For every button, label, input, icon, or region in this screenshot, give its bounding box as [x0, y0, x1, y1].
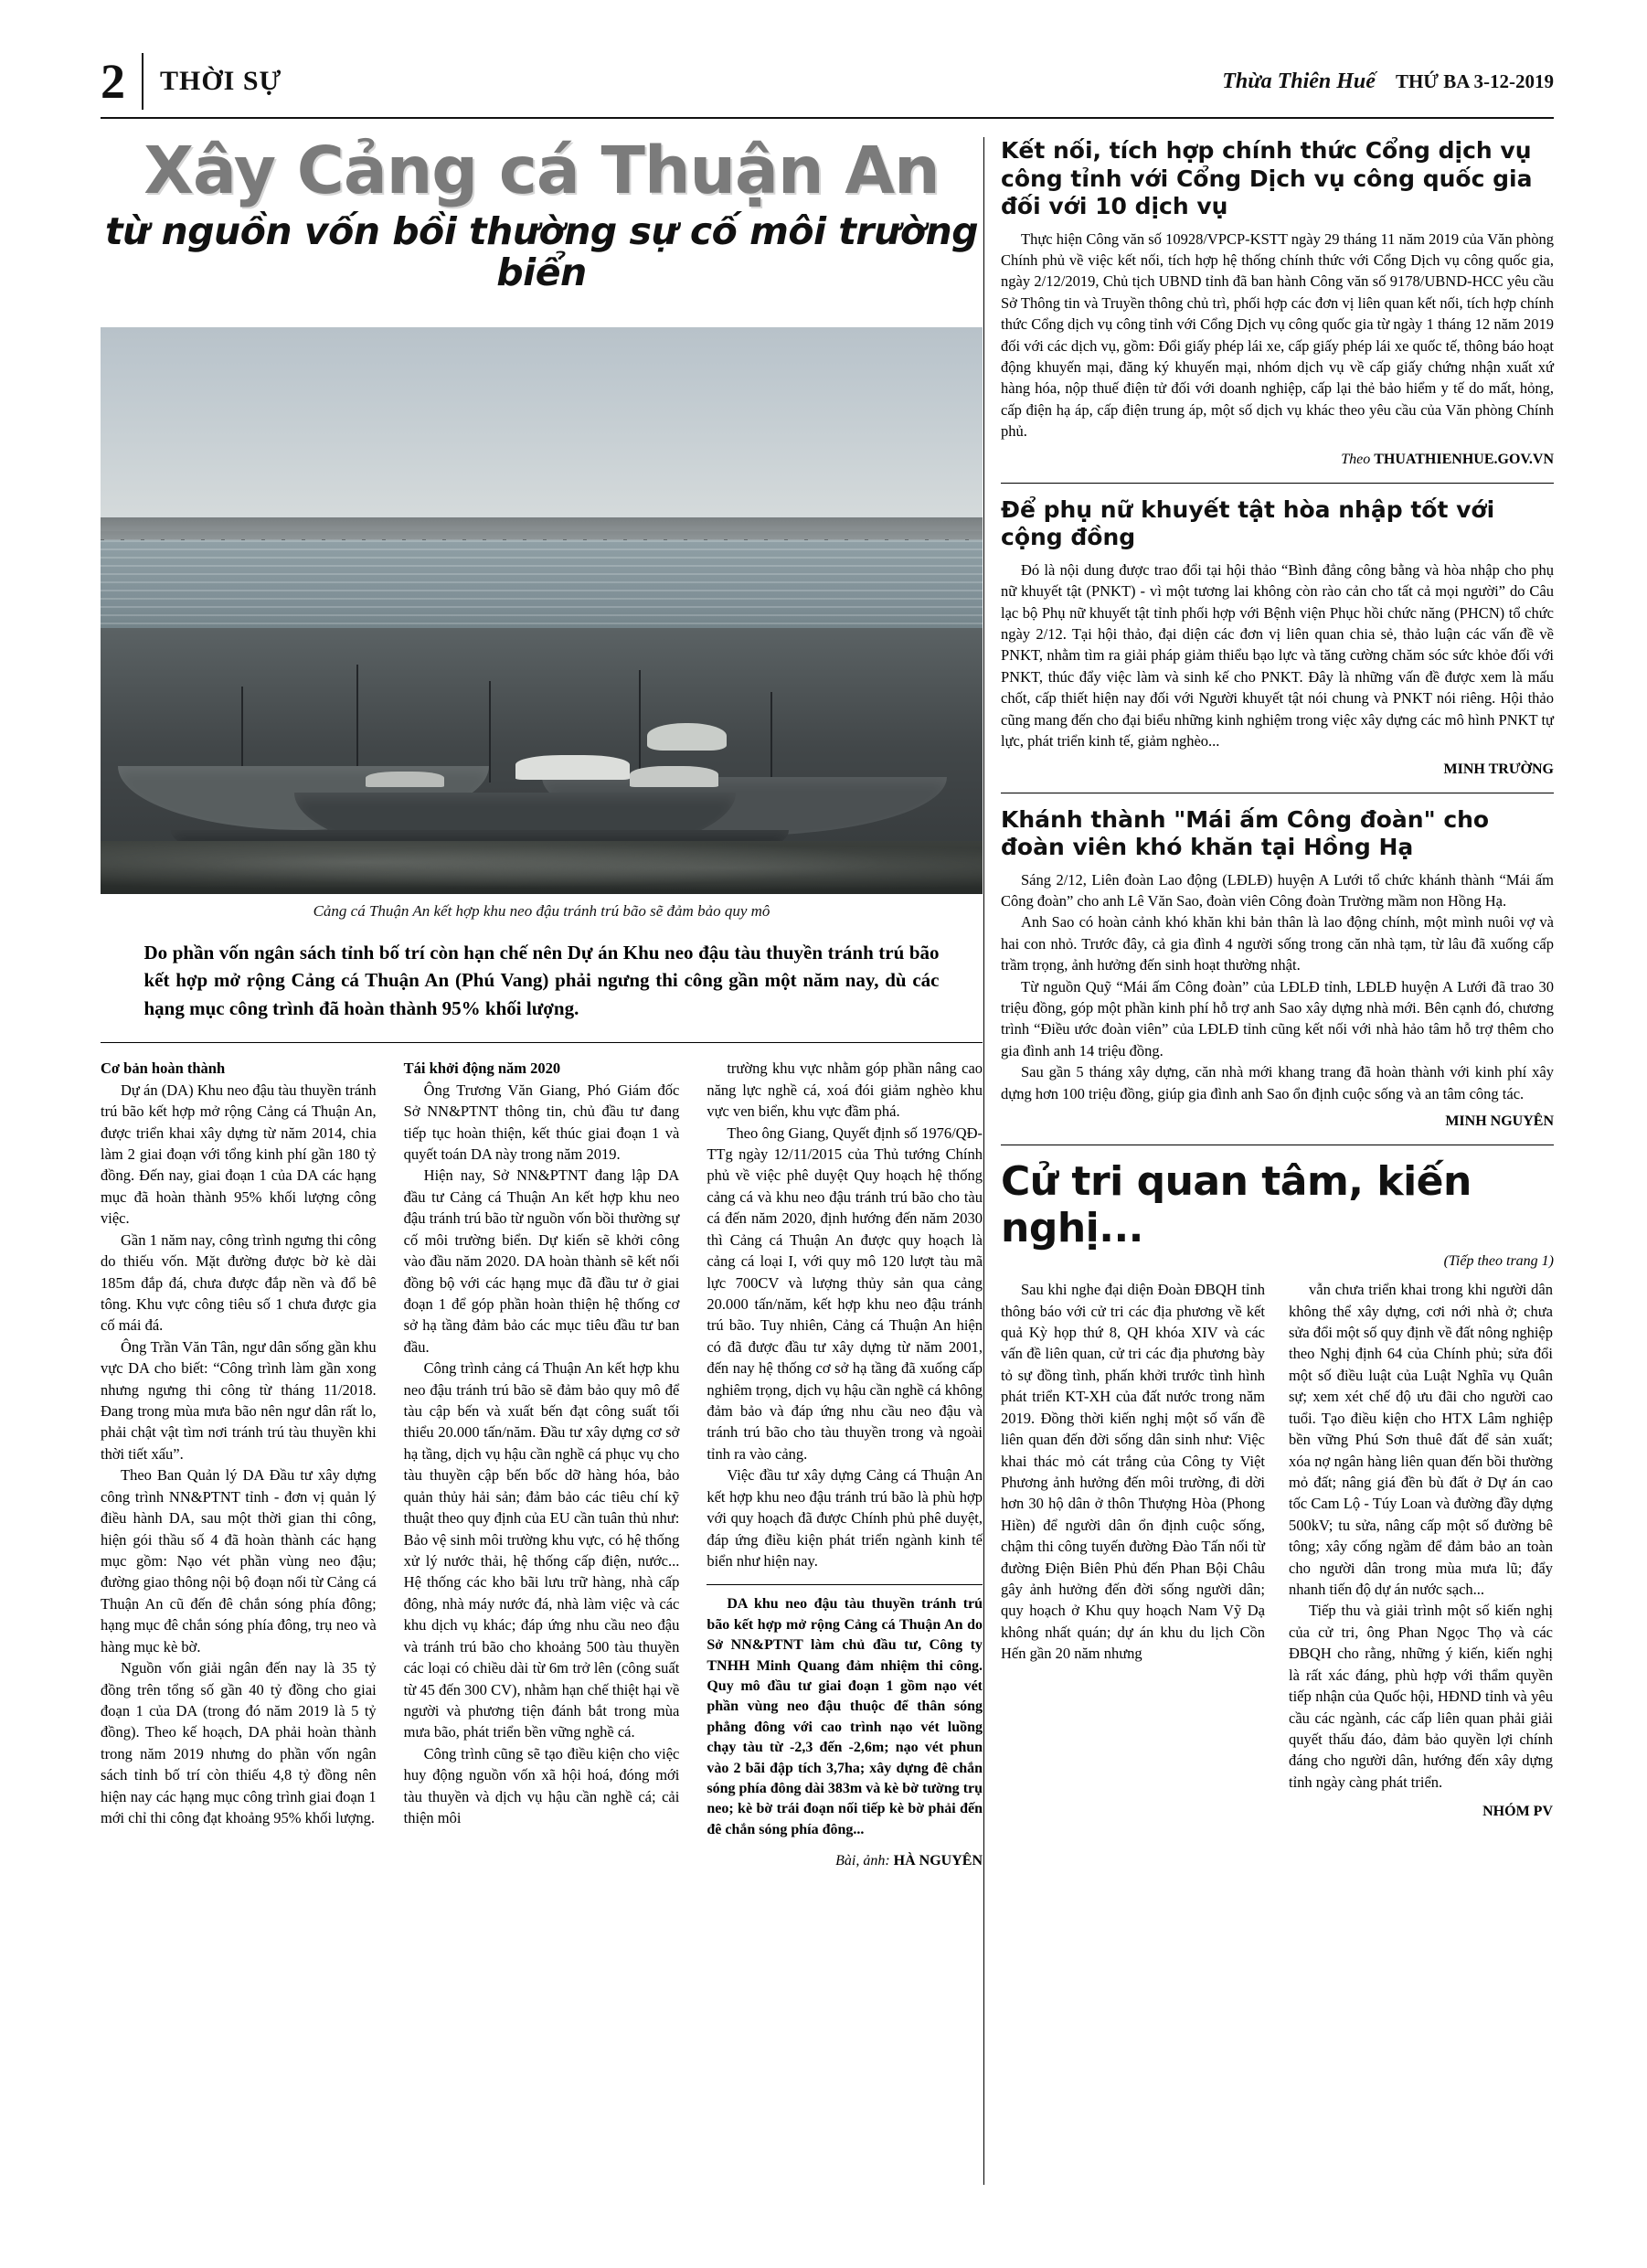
article-body-columns: [1001, 1279, 1554, 1820]
feature-subheadline: từ nguồn vốn bồi thường sự cố môi trường biển: [104, 208, 979, 294]
article-phu-nu-khuyet-tat: [1001, 496, 1554, 778]
paragraph: Ông Trương Văn Giang, Phó Giám đốc Sở NN&PTNT thông tin, chủ đầu tư đang tiếp tục hoàn thiện, kết thúc giai đoạn 1 và quyết toán DA này trong năm 2019.: [403, 1081, 680, 1163]
feature-headline-art: [101, 133, 983, 320]
article-divider: [1001, 483, 1554, 484]
byline-prefix: Bài, ảnh:: [835, 1853, 890, 1869]
article-column-left: [1001, 1279, 1265, 1820]
article-credit: [1001, 761, 1554, 778]
article-mai-am-cong-doan: [1001, 806, 1554, 1131]
article-title: Khánh thành "Mái ấm Công đoàn" cho đoàn viên khó khăn tại Hồng Hạ: [1001, 805, 1490, 861]
paragraph: Đó là nội dung được trao đổi tại hội thảo “Bình đẳng công bằng và hòa nhập cho phụ nữ khuyết tật (PNKT) - vì một tương lai không còn rào cản cho tất cả mọi người” do Câu lạc bộ Phụ nữ khuyết tật tỉnh phối hợp với Bệnh viện Phục hồi chức năng (PHCN) tổ chức ngày 2/12. Tại hội thảo, đại diện các đơn vị liên quan chia sẻ, thảo luận các vấn đề về PNKT, nhằm tìm ra giải pháp giảm thiểu bạo lực và tăng cường chăm sóc sức khỏe đối với PNKT, thúc đẩy việc làm và sinh kế cho PNKT. Đây là những vấn đề được xem là mấu chốt, cấp thiết hiện nay đối với Người khuyết tật nói chung và PNKT nói riêng. Hội thảo cũng mang đến cho đại biểu những kinh nghiệm trong việc xây dựng các mô hình PNKT tự lực, phát triển kinh tế, giảm nghèo...: [1001, 560, 1554, 751]
paragraph: Từ nguồn Quỹ “Mái ấm Công đoàn” của LĐLĐ tỉnh, LĐLĐ huyện A Lưới đã trao 30 triệu đồng, góp một phần kinh phí hỗ trợ anh Sao xây dựng nhà mới. Bên cạnh đó, chương trình “Điều ước đoàn viên” của LĐLĐ tỉnh cũng kết nối với nhà hảo tâm hỗ trợ thêm cho gia đình anh 14 triệu đồng.: [1001, 977, 1554, 1059]
article-cu-tri-quan-tam: [1001, 1158, 1554, 1820]
paragraph: Hiện nay, Sở NN&PTNT đang lập DA đầu tư Cảng cá Thuận An kết hợp khu neo đậu tránh trú bão từ nguồn vốn bồi thường sự cố môi trường biển. Dự kiến sẽ khởi công vào đầu năm 2020. DA hoàn thành sẽ kết nối đồng bộ với các hạng mục đã đầu tư ở giai đoạn 1 để góp phần hoàn thiện hệ thống cơ sở hạ tầng đảm bảo các mục tiêu đầu tư ban đầu.: [403, 1166, 680, 1356]
feature-factbox: DA khu neo đậu tàu thuyền tránh trú bão kết hợp mở rộng Cảng cá Thuận An do Sở NN&PTNT làm chủ đầu tư, Công ty TNHH Minh Quang đảm nhiệm thi công. Quy mô đầu tư giai đoạn 1 gồm nạo vét phần vùng neo đậu thuộc để thân sóng phẳng đông với cao trình nạo vét luồng chạy tàu từ -2,3 đến -2,6m; nạo vét phun vào 2 bãi đập tích 3,7ha; xây dựng đê chắn sóng phía đông dài 383m và kè bờ tường trụ neo; kè bờ trái đoạn nối tiếp kè bờ phải đến đê chắn sóng phía đông...: [707, 1584, 983, 1840]
credit-prefix: Theo: [1341, 451, 1371, 467]
paragraph: Công trình cũng sẽ tạo điều kiện cho việc huy động nguồn vốn xã hội hoá, đóng mới tàu thuyền và dịch vụ hậu cần nghề cá; cải thiện môi: [403, 1744, 680, 1827]
article-credit: [1001, 1113, 1554, 1130]
photo-sky: [101, 327, 983, 531]
feature-headline: Xây Cảng cá Thuận An: [143, 133, 940, 208]
boat-canopy: [630, 766, 718, 787]
photo-water: [101, 540, 983, 643]
credit-source: THUATHIENHUE.GOV.VN: [1374, 451, 1554, 467]
feature-column-3: [707, 1058, 983, 1869]
article-title: Cử tri quan tâm, kiến nghị...: [1001, 1158, 1472, 1252]
article-title: Để phụ nữ khuyết tật hòa nhập tốt với cộng đồng: [1001, 495, 1495, 551]
paragraph: Theo ông Giang, Quyết định số 1976/QĐ-TTg ngày 12/11/2015 của Thủ tướng Chính phủ về việc phê duyệt Quy hoạch hệ thống cảng cá và khu neo đậu tránh trú bão cho tàu cá đến năm 2020, định hướng đến năm 2030 thì Cảng cá Thuận An được quy hoạch là cảng cá loại I, với quy mô 120 lượt tàu mã lực 700CV và lượng thủy sản qua cảng 20.000 tấn/năm, kết hợp khu neo đậu tránh trú bão. Tuy nhiên, Cảng cá Thuận An hiện có đã được đầu tư xây dựng từ năm 2001, đến nay hệ thống cơ sở hạ tầng đã xuống cấp nghiêm trọng, dịch vụ hậu cần nghề cá không đảm bảo và đáp ứng nhu cầu neo đậu và tránh trú bão cho tàu thuyền trong và ngoài tỉnh ra vào cảng.: [707, 1123, 983, 1463]
photo-canvas: [101, 327, 983, 894]
boat-tarp: [647, 723, 727, 750]
feature-photo: [101, 327, 983, 894]
subhead-co-ban-hoan-thanh: Cơ bản hoàn thành: [101, 1059, 226, 1078]
credit-source: NHÓM PV: [1482, 1804, 1553, 1820]
photo-bridge: [101, 517, 983, 540]
byline-author: HÀ NGUYÊN: [893, 1853, 983, 1869]
subhead-tai-khoi-dong-nam-2020: Tái khởi động năm 2020: [403, 1059, 561, 1078]
paper-name: Thừa Thiên Huế: [1222, 69, 1376, 93]
paragraph: Sáng 2/12, Liên đoàn Lao động (LĐLĐ) huyện A Lưới tổ chức khánh thành “Mái ấm Công đoàn” cho anh Lê Văn Sao, đoàn viên Công đoàn Trường mầm non Hồng Hạ.: [1001, 870, 1554, 910]
paragraph: Theo Ban Quản lý DA Đầu tư xây dựng công trình NN&PTNT tỉnh - đơn vị quản lý điều hành DA, sau một thời gian thi công, hiện gói thầu số 4 đã hoàn thành các hạng mục gồm: Nạo vét phần vùng neo đậu; đường giao thông nội bộ đoạn nối từ Cảng cá Thuận An cũ đến đê chắn sóng phía đông; hạng mục đê chắn sóng phía đông, trụ neo và hàng mục kè bờ.: [101, 1466, 377, 1656]
photo-boats: [101, 628, 983, 894]
article-credit: [1289, 1804, 1553, 1820]
paper-date: THỨ BA 3-12-2019: [1395, 69, 1554, 92]
page-number: 2: [101, 54, 125, 109]
feature-article: [101, 133, 983, 1869]
paragraph: Sau gần 5 tháng xây dựng, căn nhà mới khang trang đã hoàn thành với kinh phí xây dựng hơn 100 triệu đồng, giúp gia đình anh Sao ổn định cuộc sống và an tâm công tác.: [1001, 1063, 1554, 1102]
lead-rule: [101, 1042, 983, 1043]
credit-source: MINH TRƯỜNG: [1443, 761, 1554, 777]
paragraph: Gần 1 năm nay, công trình ngưng thi công do thiếu vốn. Mặt đường được bờ kè dài 185m đắp đá, chưa được đắp nền và đổ bê tông. Khu vực công tiêu số 1 chưa được gia cố mái đá.: [101, 1230, 377, 1335]
article-column-right: [1289, 1279, 1553, 1820]
paragraph: Ông Trần Văn Tân, ngư dân sống gần khu vực DA cho biết: “Công trình làm gần xong nhưng ngưng thi công từ tháng 11/2018. Đang trong mùa mưa bão nên ngư dân rất lo, phải chật vật tìm nơi tránh trú tàu thuyền khi thời tiết xấu”.: [101, 1337, 377, 1463]
boat-mast-icon: [639, 670, 641, 782]
column-divider: [983, 137, 984, 2185]
paragraph: Sau khi nghe đại diện Đoàn ĐBQH tỉnh thông báo với cử tri các địa phương về kết quả Kỳ họp thứ 8, QH khóa XIV và các vấn đề liên quan, cử tri các địa phương bày tỏ sự đồng tình, phấn khởi trước tình hình phát triển KT-XH của đất nước trong năm 2019. Đồng thời kiến nghị một số vấn đề liên quan đến đời sống dân sinh như: Việc khai thác mỏ cát trắng của Công ty Việt Phương ảnh hưởng đến môi trường, đi dời hơn 30 hộ dân ở thôn Thượng Hòa (Phong Hiền) để người dân ổn định cuộc sống, chậm thi công tuyến đường Đào Tấn nối từ đường Điện Biên Phủ đến Phan Bội Châu gây ảnh hưởng đến đời sống người dân; quy hoạch ở Khu quy hoạch Nam Vỹ Dạ không nhất quán; dự án khu du lịch Cồn Hến gần 20 năm nhưng: [1001, 1281, 1265, 1663]
feature-byline: [707, 1853, 983, 1869]
masthead-divider: [142, 53, 143, 110]
boat-canopy: [366, 772, 445, 787]
paragraph: Dự án (DA) Khu neo đậu tàu thuyền tránh trú bão kết hợp mở rộng Cảng cá Thuận An, được triển khai xây dựng từ năm 2014, chia làm 2 giai đoạn với tổng kinh phí gần 180 tỷ đồng. Đến nay, giai đoạn 1 của DA các hạng mục đã hoàn thành 95% khối lượng công việc.: [101, 1081, 377, 1228]
feature-body: [101, 1058, 983, 1869]
masthead-right: [1222, 69, 1554, 94]
boat-mast-icon: [356, 665, 358, 782]
feature-lead: Do phần vốn ngân sách tỉnh bố trí còn hạn chế nên Dự án Khu neo đậu tàu thuyền tránh trú bão kết hợp mở rộng Cảng cá Thuận An (Phú Vang) phải ngưng thi công gần một năm nay, dù các hạng mục công trình đã hoàn thành 95% khối lượng.: [143, 942, 940, 1019]
boat-mast-icon: [770, 692, 772, 783]
paragraph: vẫn chưa triển khai trong khi người dân không thể xây dựng, cơi nới nhà ở; chưa sửa đổi một số quy định về đất nông nghiệp theo Nghị định 64 của Chính phủ; sửa đổi một số điều luật của Luật Nghĩa vụ Quân sự; xem xét chế độ ưu đãi cho người cao tuổi. Tạo điều kiện cho HTX Lâm nghiệp bền vững Phú Sơn thuê đất để sản xuất; xóa nợ ngân hàng liên quan đến bồi thường mỏ đất; nâng giá đền bù đất ở Dự án cao tốc Cam Lộ - Túy Loan và đường đầy dựng 500kV; tu sửa, nâng cấp một số đường bê tông; xây cống ngầm để đảm bảo an toàn cho người dân trong mùa mưa lũ; đẩy nhanh tiến độ dự án nước sạch...: [1289, 1281, 1553, 1599]
article-cong-dich-vu-cong: [1001, 137, 1554, 468]
feature-column-2: [404, 1058, 680, 1869]
right-column: [1001, 137, 1554, 1820]
paragraph: Tiếp thu và giải trình một số kiến nghị của cử tri, ông Phan Ngọc Thọ và các ĐBQH cho rằng, những ý kiến, kiến nghị là rất xác đáng, phù hợp với thẩm quyền tiếp nhận của Quốc hội, HĐND tỉnh và yêu cầu các ngành, các cấp liên quan phải giải quyết thấu đáo, đảm bảo quyền lợi chính đáng cho người dân, hướng đến xây dựng tỉnh ngày càng phát triển.: [1289, 1602, 1553, 1791]
masthead: [101, 53, 1554, 110]
boat-canopy: [515, 755, 630, 779]
photo-caption: Cảng cá Thuận An kết hợp khu neo đậu tránh trú bão sẽ đảm bảo quy mô: [313, 902, 770, 920]
feature-column-1: [101, 1058, 377, 1869]
paragraph: trường khu vực nhằm góp phần nâng cao năng lực nghề cá, xoá đói giảm nghèo khu vực ven biển, khu vực đầm phá.: [707, 1059, 983, 1121]
credit-source: MINH NGUYÊN: [1445, 1113, 1554, 1130]
paragraph: Anh Sao có hoàn cảnh khó khăn khi bản thân là lao động chính, một mình nuôi vợ và hai con nhỏ. Trước đây, cả gia đình 4 người sống trong căn nhà tạm, từ lâu đã xuống cấp trầm trọng, ảnh hưởng đến sinh hoạt thường nhật.: [1001, 913, 1554, 974]
boat-mast-icon: [489, 681, 491, 783]
article-credit: [1001, 452, 1554, 468]
masthead-rule: [101, 117, 1554, 119]
paragraph: Việc đầu tư xây dựng Cảng cá Thuận An kết hợp khu neo đậu tránh trú bão là phù hợp với quy hoạch đã được Chính phủ phê duyệt, đáp ứng điều kiện phát triển ngành kinh tế biển như hiện nay.: [707, 1466, 983, 1571]
section-name: THỜI SỰ: [160, 66, 282, 96]
paragraph: Thực hiện Công văn số 10928/VPCP-KSTT ngày 29 tháng 11 năm 2019 của Văn phòng Chính phủ về việc kết nối, tích hợp hệ thống chính thức với Cổng Dịch vụ công quốc gia, ngày 2/12/2019, Chủ tịch UBND tỉnh đã ban hành Công văn số 9178/UBND-HCC yêu cầu Sở Thông tin và Truyền thông chủ trì, phối hợp các đơn vị liên quan kết nối, tích hợp chính thức Cổng dịch vụ công tỉnh với Cổng Dịch vụ công quốc gia từ ngày 1 tháng 12 năm 2019 đối với các dịch vụ, gồm: Đổi giấy phép lái xe, cấp giấy phép lái xe quốc tế, thông báo hoạt động khuyến mại, đăng ký khuyến mại, nhóm dịch vụ về cấp giấy chứng nhận xuất xứ hàng hóa, nộp thuế điện tử đối với doanh nghiệp, cấp lại thẻ bảo hiểm y tế do mất, hỏng, cấp điện hạ áp, cấp điện trung áp, một số dịch vụ khác theo yêu cầu của Văn phòng Chính phủ.: [1001, 229, 1554, 441]
continuation-note: (Tiếp theo trang 1): [1443, 1253, 1554, 1270]
paragraph: Công trình cảng cá Thuận An kết hợp khu neo đậu tránh trú bão sẽ đảm bảo quy mô để tàu cập bến và xuất bến đạt công suất tối thiểu 20.000 tấn/năm. Đầu tư xây dựng cơ sở hạ tầng, dịch vụ hậu cần nghề cá phục vụ cho tàu thuyền cập bến bốc dỡ hàng hóa, bảo quản thủy hải sản; đảm bảo các tiêu chí kỹ thuật theo quy định của EU cần tuân thủ như: Bảo vệ sinh môi trường khu vực, có hệ thống xử lý nước thải, hệ thống cấp điện, nước... Hệ thống các kho bãi lưu trữ hàng, nhà cấp đông, nhà máy nước đá, nhà làm việc và các khu dịch vụ khác; đáp ứng nhu cầu neo đậu và tránh trú bão cho khoảng 500 tàu thuyền các loại có chiều dài từ 6m trở lên (công suất từ 45 đến 300 CV), nhằm hạn chế thiệt hại về người và phương tiện đánh bắt trong mùa mưa bão, phát triển bền vững nghề cá.: [403, 1359, 680, 1741]
fishing-nets: [101, 841, 983, 894]
paragraph: Nguồn vốn giải ngân đến nay là 35 tỷ đồng trên tổng số gần 40 tỷ đồng cho giai đoạn 1 của DA (trong đó năm 2019 là 5 tỷ đồng). Theo kế hoạch, DA phải hoàn thành trong năm 2019 nhưng do phần vốn ngân sách tỉnh bố trí còn thiếu 4,8 tỷ đồng nên hiện nay các hạng mục công trình giai đoạn 1 mới chỉ thi công đạt khoảng 95% khối lượng.: [101, 1659, 377, 1827]
article-title: Kết nối, tích hợp chính thức Cổng dịch vụ công tỉnh với Cổng Dịch vụ công quốc gia đối với 10 dịch vụ: [1001, 137, 1533, 219]
